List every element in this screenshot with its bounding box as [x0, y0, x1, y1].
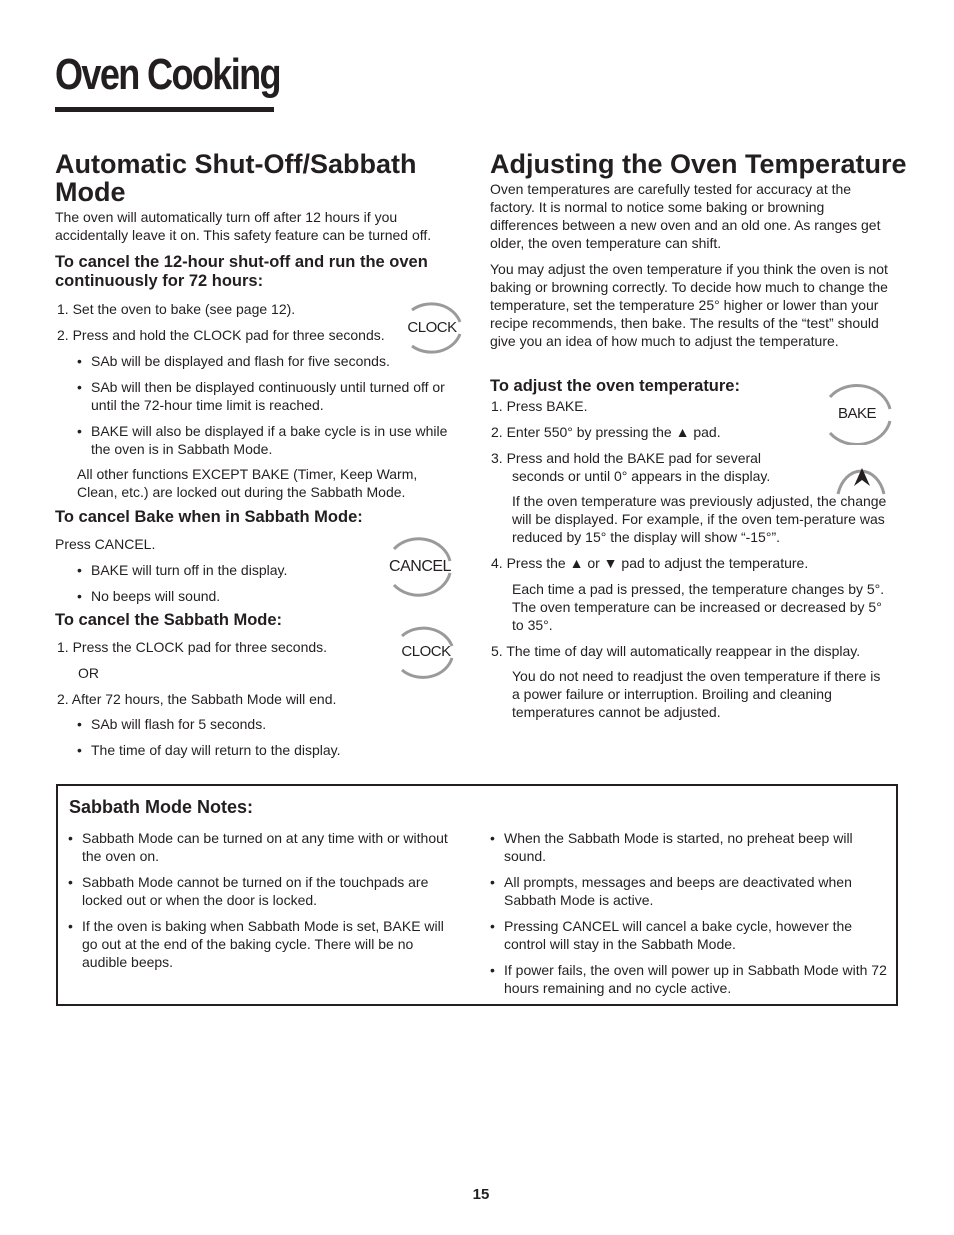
- adjust-para-1: Oven temperatures are carefully tested for accuracy at the factory. It is normal to notice some baking or browning differences between a new oven and an old one. As ranges get older, the oven temperature can shift.: [490, 181, 881, 251]
- bullet-item: • SAb will flash for 5 seconds.: [91, 715, 391, 733]
- bullet-item: • No beeps will sound.: [91, 587, 371, 605]
- press-cancel-text: Press CANCEL.: [55, 536, 156, 552]
- notes-item: • Sabbath Mode can be turned on at any time with or without the oven on.: [82, 829, 457, 865]
- notes-item: • If the oven is baking when Sabbath Mode is set, BAKE will go out at the end of the baking cycle. There will be no audible beeps.: [82, 917, 457, 971]
- adjust-step-3-note: If the oven temperature was previously adjusted, the change will be displayed. For example, if the oven tem-perature was reduced by 15° the display will show “-15°”.: [512, 493, 887, 545]
- adjust-step-3b: seconds or until 0° appears in the display.: [512, 468, 771, 484]
- bake-pad-label: BAKE: [837, 405, 877, 422]
- adjust-step-4-note: Each time a pad is pressed, the temperature changes by 5°. The oven temperature can be increased or decreased by 5° to 35°.: [512, 581, 885, 633]
- notes-left-list: [82, 829, 457, 971]
- step-1: 1. Set the oven to bake (see page 12).: [57, 301, 296, 317]
- cancel-12hr-heading: To cancel the 12-hour shut-off and run the oven continuously for 72 hours:: [55, 253, 428, 290]
- bullet-item: • BAKE will turn off in the display.: [91, 561, 371, 579]
- sabbath-intro: The oven will automatically turn off after 12 hours if you accidentally leave it on. This safety feature can be turned off.: [55, 209, 432, 243]
- step-2: 2. Press and hold the CLOCK pad for three seconds.: [57, 327, 385, 343]
- cancel-sabbath-heading: To cancel the Sabbath Mode:: [55, 611, 283, 629]
- adjust-step-2: 2. Enter 550° by pressing the ▲ pad.: [491, 424, 721, 440]
- adjust-para-2: You may adjust the oven temperature if you think the oven is not baking or browning correctly. To decide how much to change the temperature, set the temperature 25° higher or lower than your recipe recommends, then bake. The results of the “test” should give you an idea of how much to adjust the temperature.: [490, 261, 888, 349]
- notes-item: • Pressing CANCEL will cancel a bake cycle, however the control will stay in the Sabbath Mode.: [504, 917, 894, 953]
- bake-pad-icon: [824, 383, 894, 445]
- up-arrow-pad-icon: [832, 450, 888, 498]
- sabbath-heading-line1: Automatic Shut-Off/Sabbath: [55, 149, 417, 179]
- bullet-list: [91, 352, 461, 458]
- adjust-step-1: 1. Press BAKE.: [491, 398, 588, 414]
- bullet-item: • SAb will then be displayed continuously until turned off or until the 72-hour time limit is reached.: [91, 378, 461, 414]
- notes-item: • If power fails, the oven will power up in Sabbath Mode with 72 hours remaining and no cycle active.: [504, 961, 894, 997]
- bullet-item: • BAKE will also be displayed if a bake cycle is in use while the oven is in Sabbath Mode.: [91, 422, 461, 458]
- clock-pad-label: CLOCK: [401, 643, 451, 660]
- notes-item: • When the Sabbath Mode is started, no preheat beep will sound.: [504, 829, 894, 865]
- notes-heading: Sabbath Mode Notes:: [69, 797, 254, 817]
- cs-step-2: 2. After 72 hours, the Sabbath Mode will end.: [57, 691, 337, 707]
- title-underline: [55, 107, 274, 112]
- adjust-step-5: 5. The time of day will automatically reappear in the display.: [491, 643, 861, 659]
- cancel-bake-heading: To cancel Bake when in Sabbath Mode:: [55, 508, 363, 526]
- adjust-steps-heading: To adjust the oven temperature:: [490, 377, 740, 395]
- clock-pad-icon-2: [394, 624, 458, 680]
- cancel-sabbath-bullets: [91, 715, 391, 759]
- sabbath-heading-line2: Mode: [55, 177, 126, 207]
- cancel-pad-label: CANCEL: [389, 558, 451, 575]
- adjust-temp-heading: Adjusting the Oven Temperature: [490, 149, 907, 179]
- cs-step-1: 1. Press the CLOCK pad for three seconds.: [57, 639, 328, 655]
- adjust-step-5-note: You do not need to readjust the oven temperature if there is a power failure or interruption. Broiling and cleaning temperatures cannot be adjusted.: [512, 668, 881, 720]
- adjust-step-3a: 3. Press and hold the BAKE pad for several: [491, 450, 762, 466]
- notes-right-list: [504, 829, 894, 997]
- cancel-pad-icon: [386, 537, 454, 597]
- page-title: Oven Cooking: [55, 50, 280, 99]
- bullet-item: • SAb will be displayed and flash for five seconds.: [91, 352, 461, 370]
- cs-or: OR: [78, 665, 99, 681]
- locked-functions-note: All other functions EXCEPT BAKE (Timer, Keep Warm, Clean, etc.) are locked out during the Sabbath Mode.: [77, 466, 418, 500]
- clock-pad-label: CLOCK: [407, 319, 457, 336]
- sabbath-heading: [55, 150, 455, 206]
- notes-item: • All prompts, messages and beeps are deactivated when Sabbath Mode is active.: [504, 873, 894, 909]
- notes-item: • Sabbath Mode cannot be turned on if the touchpads are locked out or when the door is locked.: [82, 873, 457, 909]
- page-number: 15: [472, 1186, 490, 1203]
- bullet-item: • The time of day will return to the display.: [91, 741, 391, 759]
- cancel-bake-bullets: [91, 561, 371, 605]
- clock-pad-icon: [400, 300, 464, 356]
- adjust-step-4: 4. Press the ▲ or ▼ pad to adjust the temperature.: [491, 555, 809, 571]
